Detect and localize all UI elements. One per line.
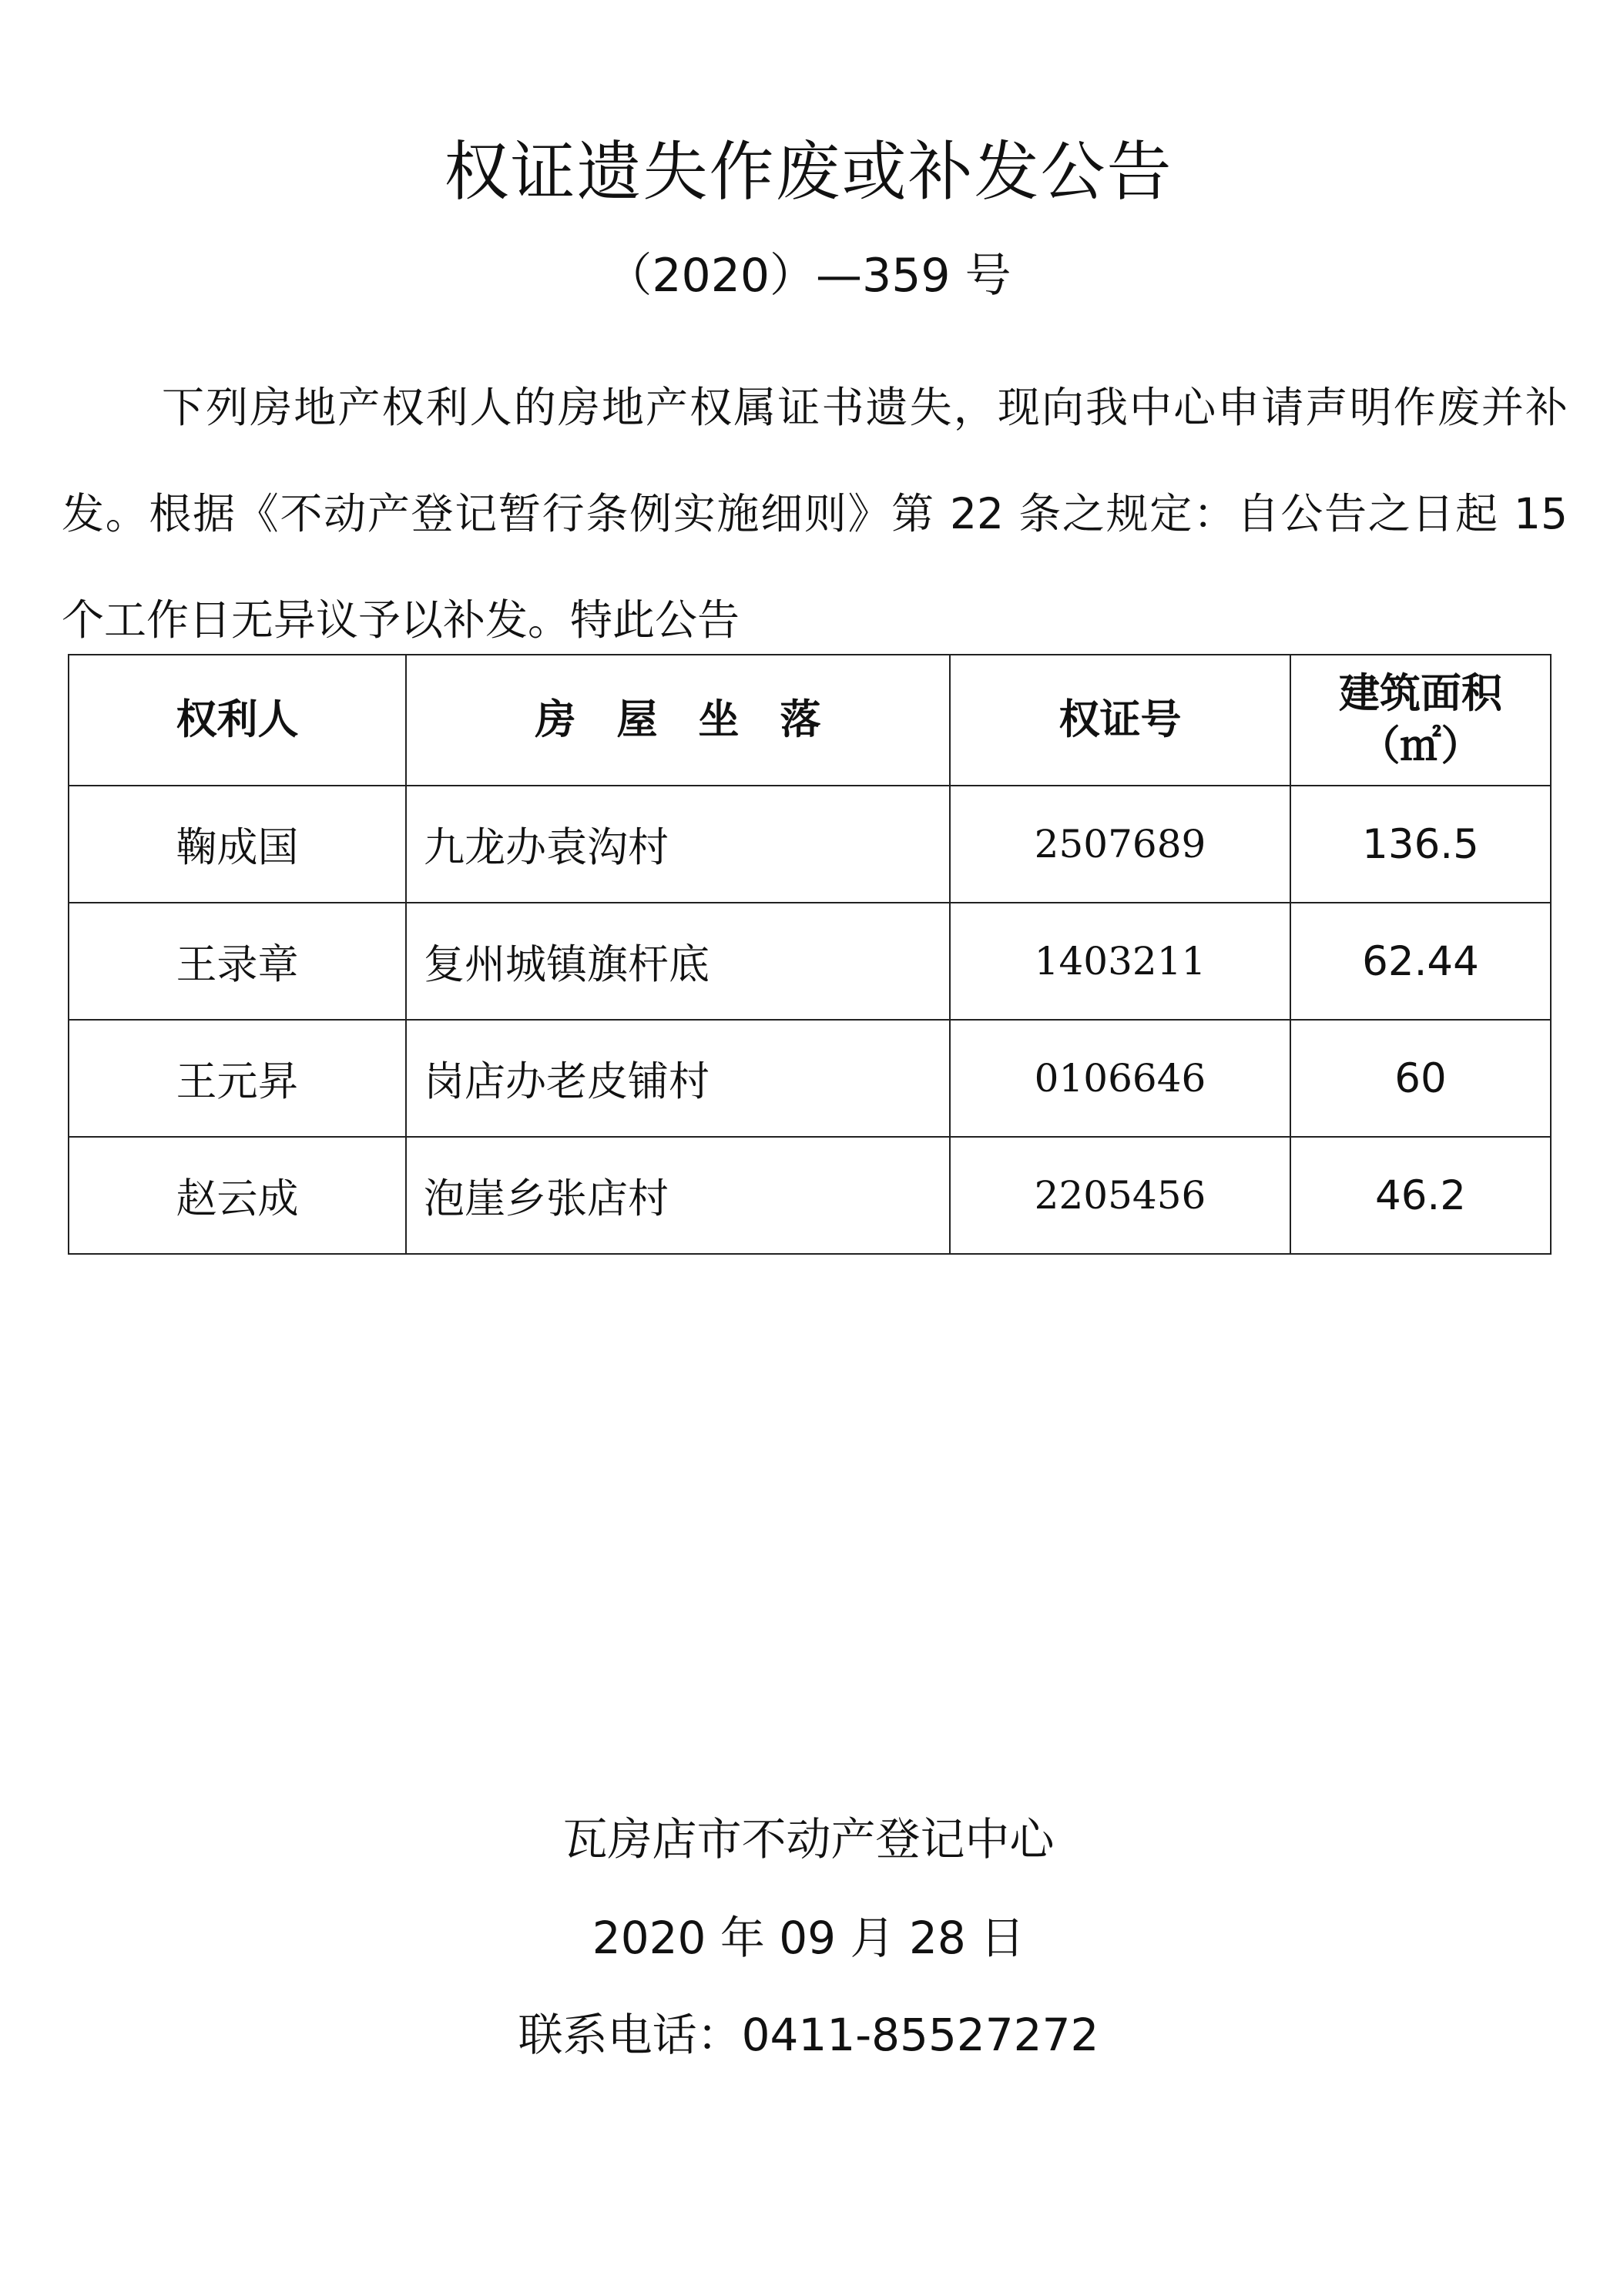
table-header-row [69,655,1551,786]
header-area-label: 建筑面积 [1339,670,1502,717]
notice-number: （2020）—359 号 [606,249,1011,303]
contact-phone: 联系电话：0411-85527272 [518,2009,1099,2061]
header-area [1290,655,1551,786]
table-row [69,1137,1551,1254]
cell-area: 46.2 [1290,1137,1551,1254]
header-area-unit: （㎡） [1359,722,1482,769]
cell-cert: 2205456 [950,1137,1290,1254]
cell-owner: 王元昇 [69,1020,406,1137]
notice-body: 下列房地产权利人的房地产权属证书遗失，现向我中心申请声明作废并补发。根据《不动产登记暂行条例实施细则》第 22 条之规定：自公告之日起 15 个工作日无异议予以补发。特此公告 [62,383,1568,645]
certificate-table [68,654,1552,1255]
cell-area: 136.5 [1290,786,1551,903]
header-owner: 权利人 [69,655,406,786]
table-row [69,1020,1551,1137]
header-location: 房 屋 坐 落 [406,655,950,786]
cell-area: 62.44 [1290,903,1551,1020]
cell-cert: 0106646 [950,1020,1290,1137]
notice-title: 权证遗失作废或补发公告 [444,134,1173,209]
header-cert: 权证号 [950,655,1290,786]
table-row [69,786,1551,903]
cell-cert: 2507689 [950,786,1290,903]
cell-location: 复州城镇旗杆底 [406,903,950,1020]
cell-owner: 鞠成国 [69,786,406,903]
table-row [69,903,1551,1020]
cell-location: 泡崖乡张店村 [406,1137,950,1254]
cell-location: 九龙办袁沟村 [406,786,950,903]
cell-location: 岗店办老皮铺村 [406,1020,950,1137]
issue-date: 2020 年 09 月 28 日 [592,1912,1025,1964]
cell-owner: 王录章 [69,903,406,1020]
issuer-name: 瓦房店市不动产登记中心 [562,1813,1055,1865]
cell-owner: 赵云成 [69,1137,406,1254]
cell-cert: 1403211 [950,903,1290,1020]
cell-area: 60 [1290,1020,1551,1137]
